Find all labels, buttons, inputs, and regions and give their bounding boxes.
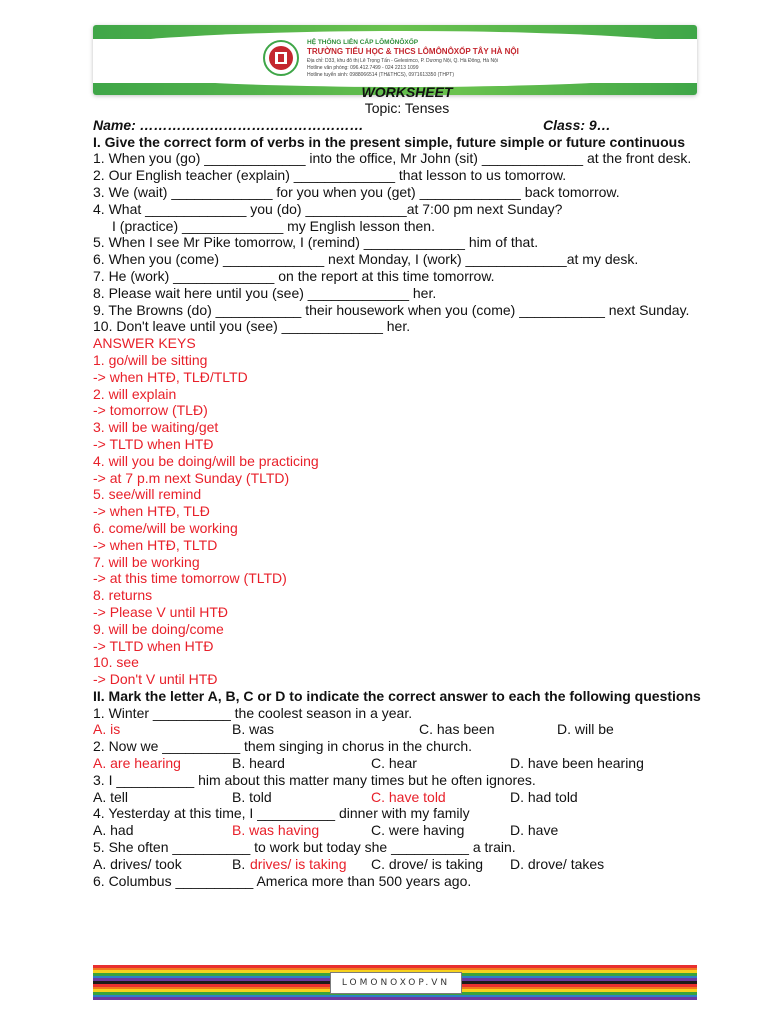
answer-keys-title: ANSWER KEYS xyxy=(93,335,196,352)
option-c: C. has been xyxy=(419,721,495,738)
option-b-letter: B. xyxy=(232,855,246,872)
answer-key-line: 4. will you be doing/will be practicing xyxy=(93,452,319,469)
answer-key-line: -> TLTD when HTĐ xyxy=(93,637,214,654)
rainbow-footer-bar xyxy=(93,965,697,1000)
part2-question-2: 2. Now we __________ them singing in chorus in the church. xyxy=(93,738,473,755)
answer-key-line: -> TLTD when HTĐ xyxy=(93,435,214,452)
answer-key-line: -> tomorrow (TLĐ) xyxy=(93,402,208,419)
part1-question-3: 3. We (wait) _____________ for you when you (get) _____________ back tomorrow. xyxy=(93,183,620,200)
banner-admission-hotline: Hotline tuyển sinh: 0988066514 (TH&THCS), 0971613350 (THPT) xyxy=(307,72,455,78)
banner-address: Địa chỉ: D33, khu đô thị Lê Trọng Tấn - Geleximco, P. Dương Nội, Q. Hà Đông, Hà Nội xyxy=(307,58,498,64)
option-a: A. had xyxy=(93,822,134,839)
banner-system-name: HỆ THỐNG LIÊN CẤP LÔMÔNÔXỐP xyxy=(307,39,419,46)
option-c: C. were having xyxy=(371,822,465,839)
part1-question-4: 4. What _____________ you (do) _____________at 7:00 pm next Sunday? xyxy=(93,200,563,217)
answer-key-line: 2. will explain xyxy=(93,385,177,402)
option-a: A. drives/ took xyxy=(93,855,182,872)
part1-question-9: 9. The Browns (do) ___________ their housework when you (come) ___________ next Sunday. xyxy=(93,301,690,318)
option-b: B. was xyxy=(232,721,275,738)
answer-key-line: 8. returns xyxy=(93,587,153,604)
option-d: D. drove/ takes xyxy=(510,855,605,872)
answer-keys-list xyxy=(93,352,721,688)
option-c: C. drove/ is taking xyxy=(371,855,484,872)
option-b-correct: B. was having xyxy=(232,822,320,839)
answer-key-line: 10. see xyxy=(93,654,139,671)
answer-key-line: -> at 7 p.m next Sunday (TLTD) xyxy=(93,469,290,486)
option-a-correct: A. are hearing xyxy=(93,755,181,772)
answer-key-line: -> Don't V until HTĐ xyxy=(93,671,218,688)
name-label: Name: ………………………………………… xyxy=(93,116,364,133)
answer-key-line: 5. see/will remind xyxy=(93,486,202,503)
name-class-row xyxy=(93,117,721,134)
part1-heading: I. Give the correct form of verbs in the present simple, future simple or future continuous xyxy=(93,133,685,150)
part2-question-4-options xyxy=(93,822,721,839)
option-a-correct: A. is xyxy=(93,721,121,738)
part1-question-7: 7. He (work) _____________ on the report at this time tomorrow. xyxy=(93,267,495,284)
part2-question-3: 3. I __________ him about this matter many times but he often ignores. xyxy=(93,771,536,788)
part2-question-3-options xyxy=(93,789,721,806)
part2-question-1-options xyxy=(93,721,721,738)
footer-color-stripe xyxy=(93,997,697,1000)
worksheet-title: WORKSHEET xyxy=(361,84,453,100)
part1-question-5: 5. When I see Mr Pike tomorrow, I (remind) _____________ him of that. xyxy=(93,234,539,251)
option-d: D. will be xyxy=(557,721,614,738)
part2-question-5-options xyxy=(93,856,721,873)
part1-question-2: 2. Our English teacher (explain) _____________ that lesson to us tomorrow. xyxy=(93,167,567,184)
class-label: Class: 9… xyxy=(543,116,611,133)
worksheet-document xyxy=(93,84,721,889)
answer-key-line: 1. go/will be sitting xyxy=(93,351,208,368)
part1-question-8: 8. Please wait here until you (see) _____________ her. xyxy=(93,284,437,301)
part1-question-10: 10. Don't leave until you (see) _____________ her. xyxy=(93,318,411,335)
website-label: LOMONOXOP.VN xyxy=(330,972,462,994)
option-d: D. had told xyxy=(510,788,578,805)
answer-key-line: -> when HTĐ, TLTD xyxy=(93,536,218,553)
option-d: D. have xyxy=(510,822,559,839)
answer-key-line: 6. come/will be working xyxy=(93,519,238,536)
answer-key-line: 7. will be working xyxy=(93,553,200,570)
part2-question-6: 6. Columbus __________ America more than 500 years ago. xyxy=(93,872,472,889)
option-b: B. told xyxy=(232,788,272,805)
worksheet-topic: Topic: Tenses xyxy=(364,100,450,116)
answer-key-line: -> when HTĐ, TLĐ xyxy=(93,503,210,520)
part2-question-5: 5. She often __________ to work but today she __________ a train. xyxy=(93,839,516,856)
part2-heading: II. Mark the letter A, B, C or D to indicate the correct answer to each the following questions xyxy=(93,687,701,704)
answer-key-line: -> at this time tomorrow (TLTD) xyxy=(93,570,287,587)
answer-key-line: 9. will be doing/come xyxy=(93,620,224,637)
part2-question-4: 4. Yesterday at this time, I __________ dinner with my family xyxy=(93,805,470,822)
part1-question-6: 6. When you (come) _____________ next Monday, I (work) _____________at my desk. xyxy=(93,251,639,268)
option-b: B. heard xyxy=(232,755,285,772)
answer-key-line: -> Please V until HTĐ xyxy=(93,603,228,620)
option-c-correct: C. have told xyxy=(371,788,446,805)
answer-key-line: 3. will be waiting/get xyxy=(93,419,219,436)
part2-question-1: 1. Winter __________ the coolest season in a year. xyxy=(93,704,413,721)
answer-key-line: -> when HTĐ, TLĐ/TLTD xyxy=(93,368,248,385)
option-d: D. have been hearing xyxy=(510,755,644,772)
option-a: A. tell xyxy=(93,788,129,805)
option-c: C. hear xyxy=(371,755,417,772)
part2-question-2-options xyxy=(93,755,721,772)
banner-school-name: TRƯỜNG TIỂU HỌC & THCS LÔMÔNÔXỐP TÂY HÀ NỘI xyxy=(307,47,519,56)
banner-office-hotline: Hotline văn phòng: 096.412.7499 - 024 2213 1099 xyxy=(307,65,419,71)
school-crest-icon xyxy=(263,40,299,76)
part1-question-4-continued: I (practice) _____________ my English lesson then. xyxy=(112,217,435,234)
part1-question-1: 1. When you (go) _____________ into the office, Mr John (sit) _____________ at the front desk. xyxy=(93,150,692,167)
option-b-correct: drives/ is taking xyxy=(250,855,347,872)
